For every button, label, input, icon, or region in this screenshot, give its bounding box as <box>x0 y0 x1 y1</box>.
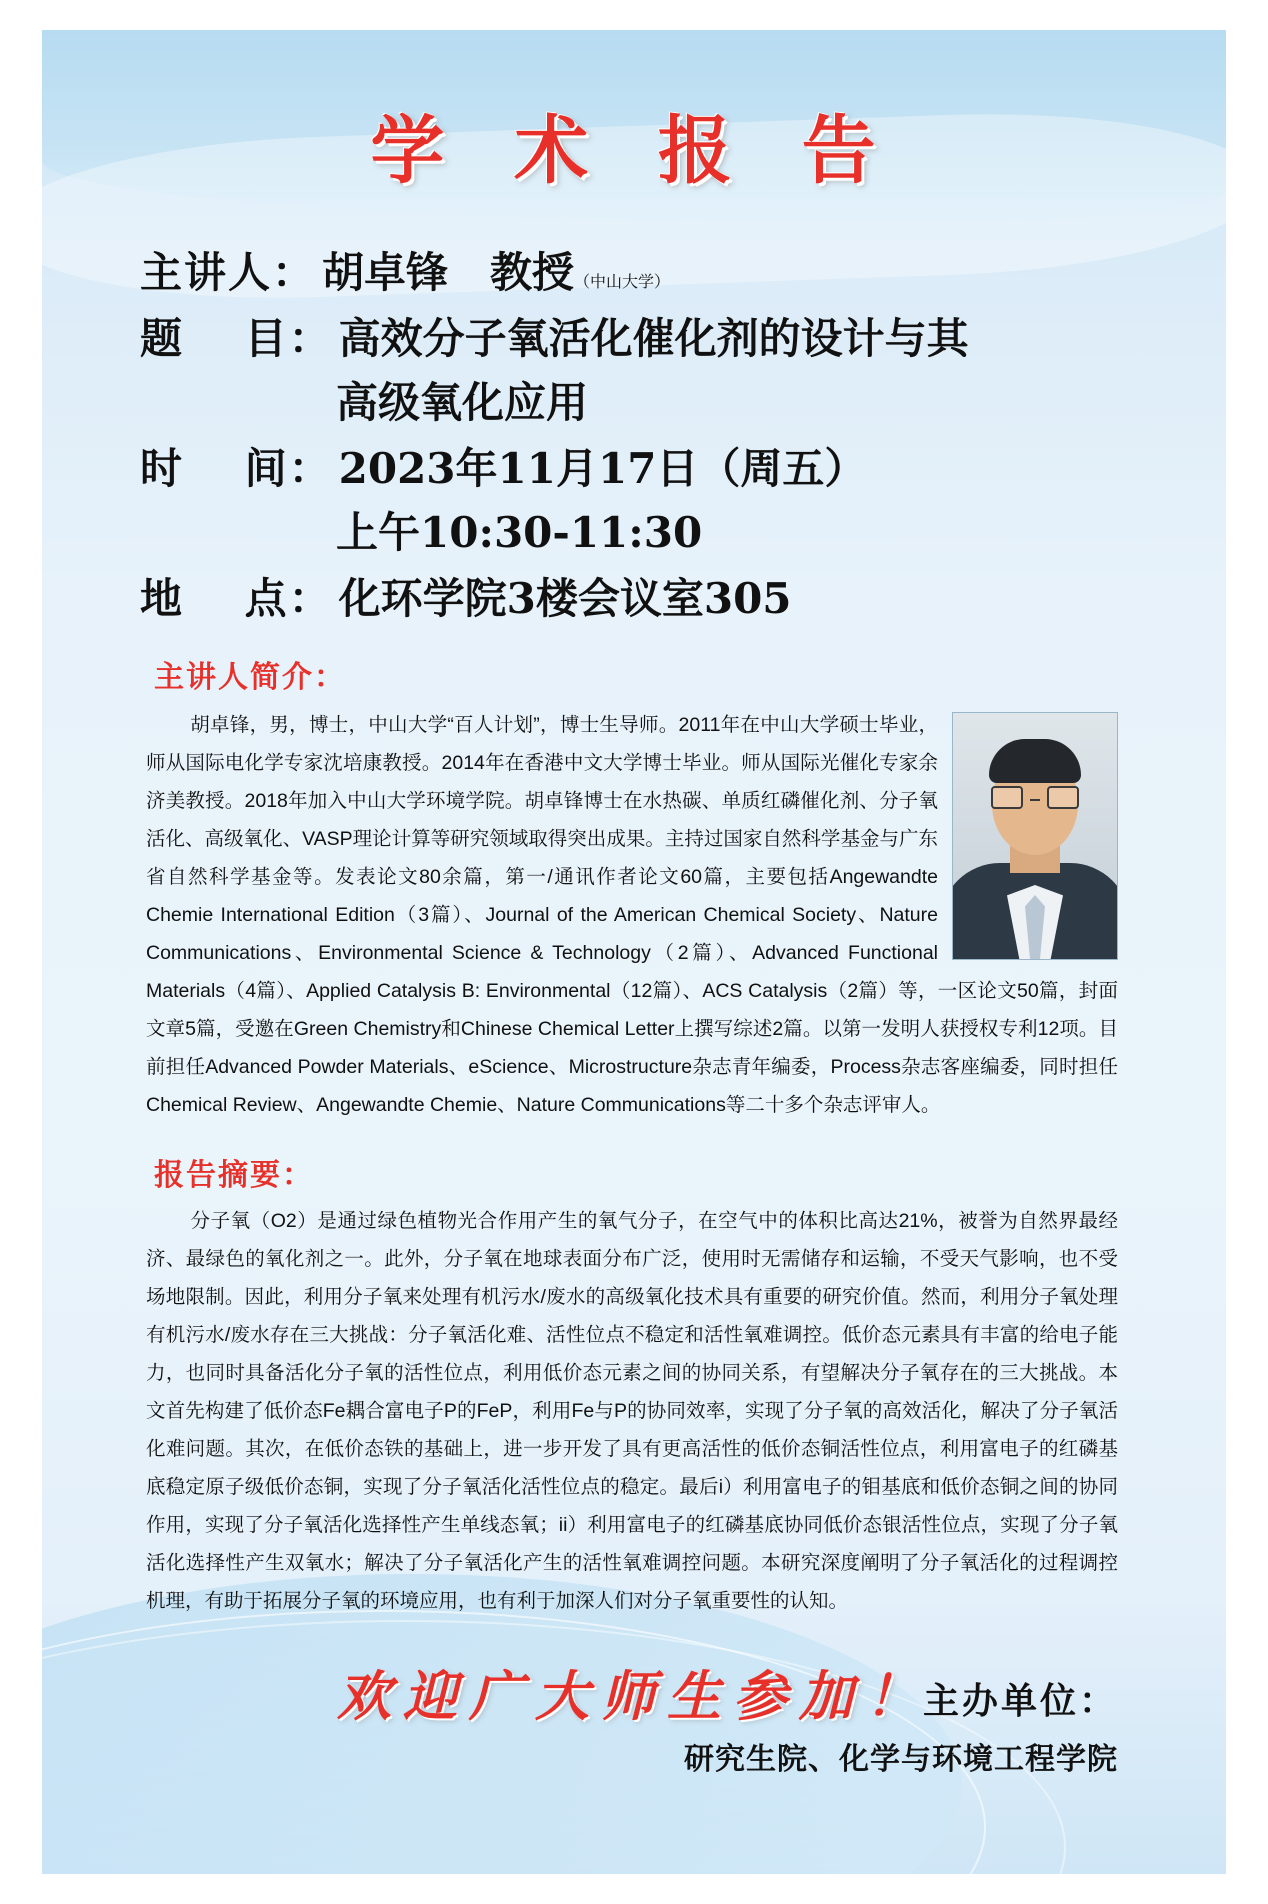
organizer-name: 研究生院、化学与环境工程学院 <box>684 1742 1118 1777</box>
topic-value: 高效分子氧活化催化剂的设计与其 <box>338 314 969 363</box>
organizer-label: 主办单位： <box>922 1680 1118 1722</box>
bio-text-content: 胡卓锋，男，博士，中山大学“百人计划”，博士生导师。2011年在中山大学硕士毕业，师从国际电化学专家沈培康教授。2014年在香港中文大学博士毕业。师从国际光催化专家余济美教授。2018年加入中山大学环境学院。胡卓锋博士在水热碳、单质红磷催化剂、分子氧活化、高级氧化、VASP理论计算等研究领域取得突出成果。主持过国家自然科学基金与广东省自然科学基金等。发表论文80余篇，第一/通讯作者论文60篇，主要包括Angewandte Chemie International Edition（3篇）、Journal of the American Chemical Society、Nature Communications、Environmental Science & Technology（2篇）、Advanced Functional Materials（4篇）、Applied Catalysis B: Environmental（12篇）、ACS Catalysis（2篇）等，一区论文50篇，封面文章5篇，受邀在Green Chemistry和Chinese Chemical Letter上撰写综述2篇。以第一发明人获授权专利12项。目前担任Advanced Powder Materials、eScience、Microstructure杂志青年编委，Process杂志客座编委，同时担任Chemical Review、Angewandte Chemie、Nature Communications等二十多个杂志评审人。 <box>146 714 1118 1117</box>
abstract-section <box>42 1202 1226 1620</box>
speaker-photo <box>952 712 1118 960</box>
location-label: 地 点： <box>140 574 333 623</box>
organizer-block <box>684 1673 1118 1778</box>
poster-title: 学 术 报 告 <box>370 108 898 194</box>
bio-heading: 主讲人简介： <box>154 660 346 695</box>
speaker-row <box>140 240 1186 300</box>
time-value: 2023年11月17日（周五） <box>338 444 867 493</box>
speaker-label: 主讲人： <box>140 248 317 297</box>
time-label: 时 间： <box>140 444 333 493</box>
abstract-text-content: 分子氧（O2）是通过绿色植物光合作用产生的氧气分子，在空气中的体积比高达21%，被誉为自然界最经济、最绿色的氧化剂之一。此外，分子氧在地球表面分布广泛，使用时无需储存和运输，不受天气影响，也不受场地限制。因此，利用分子氧来处理有机污水/废水的高级氧化技术具有重要的研究价值。然而，利用分子氧处理有机污水/废水存在三大挑战：分子氧活化难、活性位点不稳定和活性氧难调控。低价态元素具有丰富的给电子能力，也同时具备活化分子氧的活性位点，利用低价态元素之间的协同关系，有望解决分子氧存在的三大挑战。本文首先构建了低价态Fe耦合富电子P的FeP，利用Fe与P的协同效率，实现了分子氧的高效活化，解决了分子氧活化难问题。其次，在低价态铁的基础上，进一步开发了具有更高活性的低价态铜活性位点，利用富电子的红磷基底稳定原子级低价态铜，实现了分子氧活化活性位点的稳定。最后i）利用富电子的钼基底和低价态铜之间的协同作用，实现了分子氧活化选择性产生单线态氧；ii）利用富电子的红磷基底协同低价态银活性位点，实现了分子氧活化选择性产生双氧水；解决了分子氧活化产生的活性氧难调控问题。本研究深度阐明了分子氧活化的过程调控机理，有助于拓展分子氧的环境应用，也有利于加深人们对分子氧重要性的认知。 <box>146 1210 1118 1613</box>
abstract-text <box>146 1202 1118 1620</box>
location-value: 化环学院3楼会议室305 <box>338 574 792 623</box>
time-row <box>140 436 1186 496</box>
abstract-heading: 报告摘要： <box>154 1158 314 1194</box>
bio-section <box>42 706 1226 1124</box>
topic-row <box>140 306 1186 366</box>
topic-value-line2: 高级氧化应用 <box>336 378 589 427</box>
event-info <box>42 240 1226 626</box>
welcome-banner: 欢迎广大师生参加！ <box>337 1664 931 1729</box>
poster-container <box>42 30 1226 1874</box>
location-row <box>140 566 1186 626</box>
poster-content <box>42 30 1226 1874</box>
speaker-name: 胡卓锋 教授 <box>322 248 575 297</box>
speaker-affiliation: （中山大学） <box>574 272 671 291</box>
topic-label: 题 目： <box>140 314 333 363</box>
time-value-line2: 上午10:30-11:30 <box>336 508 703 557</box>
